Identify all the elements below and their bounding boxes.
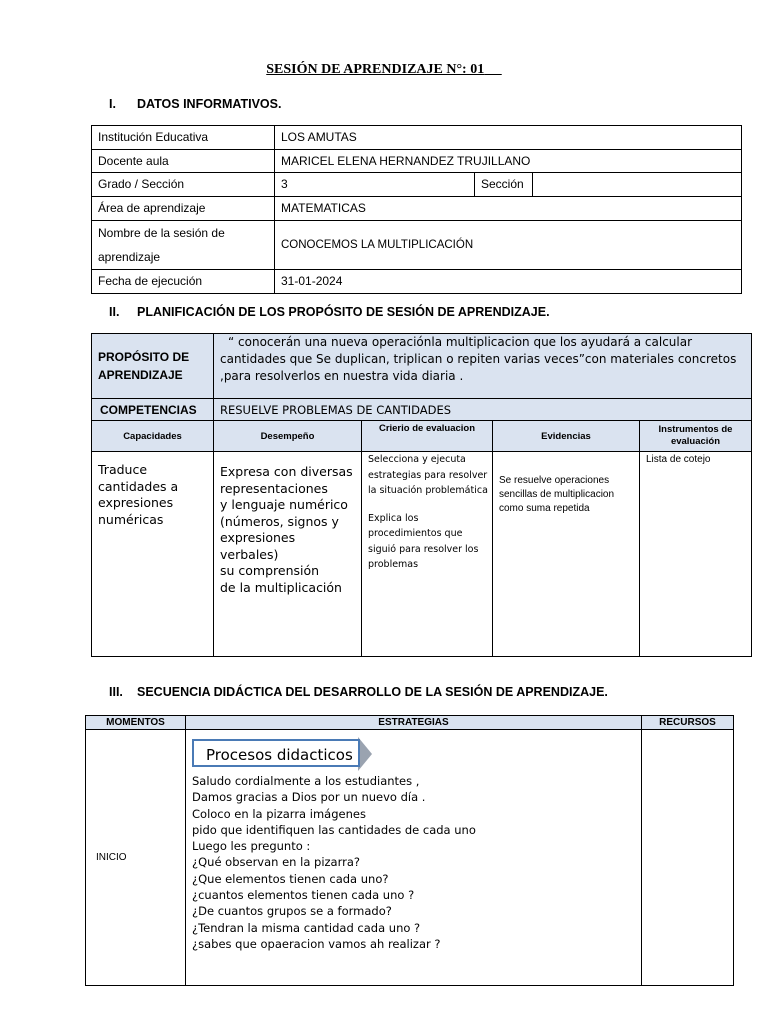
fecha-label: Fecha de ejecución — [92, 270, 275, 294]
section-2-number: II. — [109, 305, 120, 319]
grado-value: 3 — [275, 173, 475, 197]
header-desempeno: Desempeño — [214, 421, 362, 452]
capacidades-cell: Traduce cantidades a expresiones numéricas — [92, 452, 214, 657]
callout-arrow — [358, 737, 372, 771]
table-row — [92, 150, 742, 173]
table-row — [86, 730, 734, 986]
desempeno-line: y lenguaje numérico — [220, 497, 348, 512]
desempeno-cell — [214, 452, 362, 657]
section-3-number: III. — [109, 685, 123, 699]
list-item: Saludo cordialmente a los estudiantes , — [192, 774, 420, 788]
document-title — [0, 62, 768, 78]
header-criterio: Crierio de evaluacion — [362, 421, 493, 452]
header-recursos: RECURSOS — [642, 716, 734, 730]
recursos-cell — [642, 730, 734, 986]
table-row — [92, 270, 742, 294]
list-item: Luego les pregunto : — [192, 839, 311, 854]
table-row — [92, 126, 742, 150]
list-item: Coloco en la pizarra imágenes — [192, 806, 366, 821]
table-row — [92, 421, 752, 452]
proposito-text: “ conocerán una nueva operaciónla multiplicacion que los ayudará a calcular cantidades que Se duplican, triplican o repiten varias veces”con materiales concretos ,para resolverlos en nuestra vida diaria . — [214, 334, 752, 399]
header-momentos: MOMENTOS — [86, 716, 186, 730]
nombre-label-line-2: aprendizaje — [98, 250, 161, 264]
list-item: ¿De cuantos grupos se a formado? — [192, 904, 392, 919]
seccion-value — [533, 173, 742, 197]
instrumentos-cell: Lista de cotejo — [640, 452, 752, 657]
institucion-value: LOS AMUTAS — [275, 126, 742, 150]
area-value: MATEMATICAS — [275, 197, 742, 221]
table-row — [92, 197, 742, 221]
fecha-value: 31-01-2024 — [275, 270, 742, 294]
table-row — [92, 452, 752, 657]
procesos-didacticos-callout — [190, 737, 376, 771]
desempeno-line: de la multiplicación — [220, 579, 342, 595]
planning-table — [91, 333, 752, 657]
list-item: ¿Tendran la misma cantidad cada uno ? — [192, 920, 421, 935]
section-3-title: SECUENCIA DIDÁCTICA DEL DESARROLLO DE LA SESIÓN DE APRENDIZAJE. — [137, 685, 608, 699]
list-item: ¿sabes que opaeracion vamos ah realizar ? — [192, 936, 441, 951]
section-1-heading — [109, 97, 281, 111]
header-evidencias: Evidencias — [493, 421, 640, 452]
criterio-item: Explica los procedimientos que siguió para resolver los problemas — [368, 512, 479, 570]
table-row — [92, 221, 742, 270]
grado-label: Grado / Sección — [92, 173, 275, 197]
section-1-title: DATOS INFORMATIVOS. — [137, 97, 282, 111]
header-capacidades: Capacidades — [92, 421, 214, 452]
nombre-value: CONOCEMOS LA MULTIPLICACIÓN — [275, 221, 742, 270]
table-row — [92, 173, 742, 197]
header-instrumentos: Instrumentos de evaluación — [640, 421, 752, 452]
estrategias-cell — [186, 730, 642, 986]
nombre-label — [92, 221, 275, 270]
competencias-value: RESUELVE PROBLEMAS DE CANTIDADES — [214, 399, 752, 421]
evidencias-cell: Se resuelve operaciones sencillas de multiplicacion como suma repetida — [493, 452, 640, 657]
section-2-heading — [109, 305, 550, 319]
section-1-number: I. — [109, 97, 116, 111]
momento-inicio: INICIO — [86, 730, 186, 986]
table-row — [86, 716, 734, 730]
desempeno-line: representaciones — [220, 480, 328, 496]
nombre-label-line-1: Nombre de la sesión de — [98, 226, 225, 240]
desempeno-line: (números, signos y — [220, 513, 339, 529]
list-item: ¿Qué observan en la pizarra? — [192, 855, 361, 870]
session-title: SESIÓN DE APRENDIZAJE N°: 01 — [266, 62, 485, 77]
criterio-item: Selecciona y ejecuta estrategias para resolver la situación problemática — [368, 454, 488, 496]
criterio-cell — [362, 452, 493, 657]
proposito-label: PROPÓSITO DE APRENDIZAJE — [92, 334, 214, 399]
section-2-title: PLANIFICACIÓN DE LOS PROPÓSITO DE SESIÓN DE APRENDIZAJE. — [137, 305, 550, 319]
seccion-label: Sección — [475, 173, 533, 197]
docente-label: Docente aula — [92, 150, 275, 173]
list-item: ¿cuantos elementos tienen cada uno ? — [192, 888, 415, 903]
competencias-label: COMPETENCIAS — [92, 399, 214, 421]
section-3-heading — [109, 685, 608, 699]
table-row — [92, 334, 752, 399]
desempeno-line: Expresa con diversas — [220, 464, 353, 479]
list-item: pido que identifiquen las cantidades de cada uno — [192, 822, 476, 837]
procesos-didacticos-label: Procesos didacticos — [192, 739, 360, 767]
info-table — [91, 125, 742, 294]
desempeno-line: su comprensión — [220, 563, 320, 578]
list-item: ¿Que elementos tienen cada uno? — [192, 871, 389, 886]
docente-value: MARICEL ELENA HERNANDEZ TRUJILLANO — [275, 150, 742, 173]
list-item: Damos gracias a Dios por un nuevo día . — [192, 790, 426, 805]
institucion-label: Institución Educativa — [92, 126, 275, 150]
table-row — [92, 399, 752, 421]
header-estrategias: ESTRATEGIAS — [186, 716, 642, 730]
desempeno-line: expresiones verbales) — [220, 530, 296, 562]
area-label: Área de aprendizaje — [92, 197, 275, 221]
sequence-table — [85, 715, 734, 986]
